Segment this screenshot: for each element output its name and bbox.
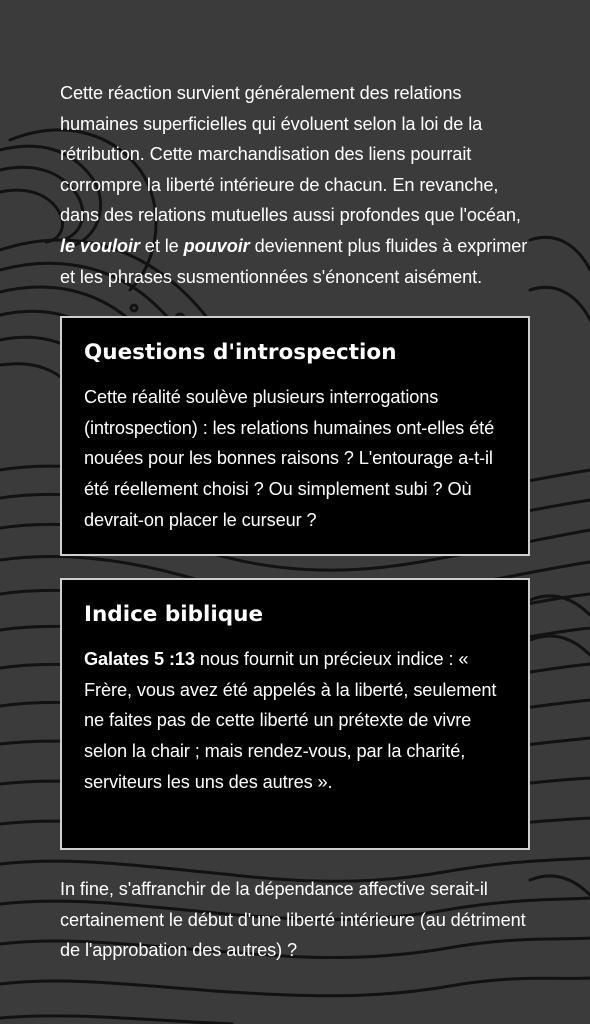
- emphasis-le-vouloir: le vouloir: [60, 235, 140, 256]
- conclusion-paragraph: In fine, s'affranchir de la dépendance affective serait-il certainement le début d'une liberté intérieure (au détriment de l'approbation des autres) ?: [60, 879, 526, 961]
- article-content: [60, 78, 530, 966]
- intro-text-part2: et le: [139, 235, 184, 256]
- introspection-box: [60, 316, 530, 556]
- biblical-hint-box: [60, 578, 530, 850]
- introspection-title: Questions d'introspection: [84, 340, 397, 366]
- biblical-hint-text: [84, 644, 506, 797]
- biblical-hint-title: Indice biblique: [84, 602, 264, 628]
- intro-paragraph: [60, 78, 530, 292]
- intro-text-part1: Cette réaction survient généralement des relations humaines superficielles qui évoluent selon la loi de la rétribution. Cette marchandisation des liens pourrait corrompre la liberté intérieure de chacun. En revanche, dans des relations mutuelles aussi profondes que l'océan,: [60, 83, 521, 226]
- introspection-text: Cette réalité soulève plusieurs interrogations (introspection) : les relations humaines ont-elles été nouées pour les bonnes raisons ? L'entourage a-t-il été réellement choisi ? Ou simplement subi ? Où devrait-on placer le curseur ?: [84, 387, 495, 530]
- bible-reference: Galates 5 :13: [84, 649, 195, 670]
- biblical-hint-body: nous fournit un précieux indice : « Frère, vous avez été appelés à la liberté, seulement ne faites pas de cette liberté un prétexte de vivre selon la chair ; mais rendez-vous, par la charité, serviteurs les uns des autres ».: [84, 649, 497, 792]
- emphasis-pouvoir: pouvoir: [183, 235, 250, 256]
- intro-text-part3: deviennent plus fluides à exprimer et les phrases susmentionnées s'énoncent aisément.: [60, 235, 528, 287]
